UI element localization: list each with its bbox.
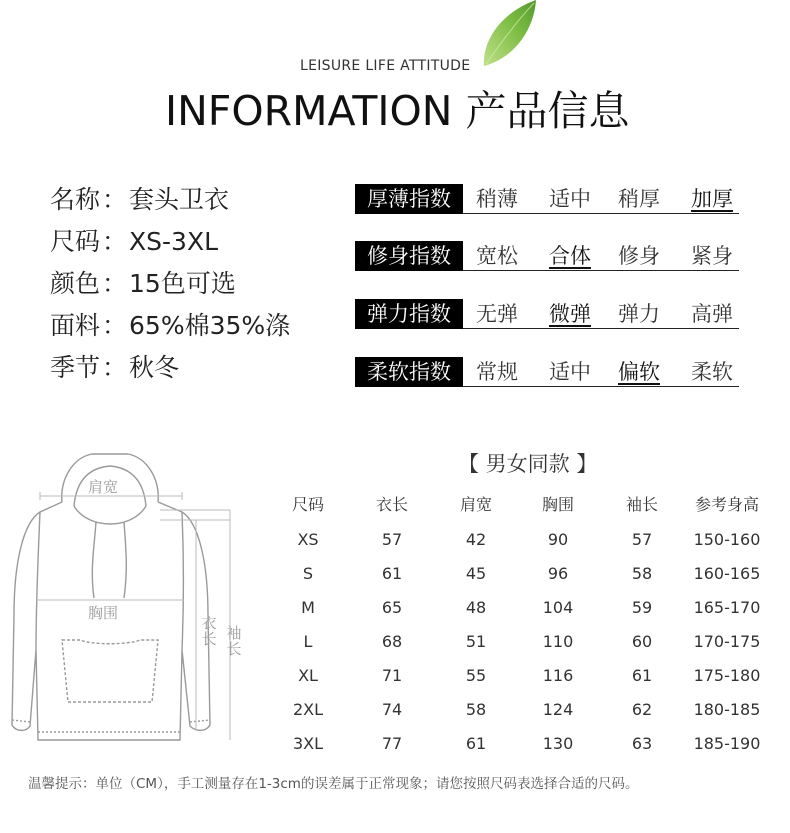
index-option: 适中: [549, 360, 591, 384]
size-table-cell: L: [303, 632, 313, 651]
size-table-cell: 110: [542, 632, 574, 651]
index-row-softness: [355, 357, 739, 391]
index-row-elasticity: [355, 299, 739, 333]
index-option: 修身: [618, 244, 660, 268]
size-table-cell: 68: [381, 632, 403, 651]
index-option: 稍薄: [476, 187, 518, 211]
size-table-cell: 63: [631, 734, 653, 753]
size-table-cell: 71: [381, 666, 403, 685]
index-option: 高弹: [691, 302, 733, 326]
size-table-cell: 65: [381, 598, 403, 617]
info-value: 秋冬: [129, 353, 180, 382]
size-table-cell: 42: [465, 530, 487, 549]
size-table-title: 【 男女同款 】: [458, 452, 598, 476]
info-key: 颜色: [50, 269, 101, 298]
size-table-cell: M: [301, 598, 315, 617]
index-option: 弹力: [618, 302, 660, 326]
info-sep: ：: [102, 227, 128, 256]
info-row-season: [50, 351, 179, 385]
size-table-cell: 48: [465, 598, 487, 617]
info-value: XS-3XL: [129, 227, 219, 256]
index-option: 适中: [549, 187, 591, 211]
size-table-header: 胸围: [541, 495, 574, 514]
size-table-cell: XL: [298, 666, 318, 685]
size-table-cell: 59: [631, 598, 653, 617]
size-table-cell: 74: [381, 700, 403, 719]
page-title: INFORMATION 产品信息: [165, 87, 630, 135]
info-row-fabric: [50, 309, 290, 343]
size-table-cell: 130: [542, 734, 574, 753]
info-value: 套头卫衣: [129, 185, 230, 214]
info-sep: ：: [102, 185, 128, 214]
index-label: 修身指数: [355, 241, 463, 271]
size-table-header: 袖长: [625, 495, 658, 514]
info-key: 名称: [50, 185, 101, 214]
size-table-cell: 58: [631, 564, 653, 583]
index-option: 合体: [549, 244, 591, 268]
size-table-cell: 45: [465, 564, 487, 583]
info-key: 季节: [50, 353, 101, 382]
size-table-cell: 55: [465, 666, 487, 685]
info-key: 尺码: [50, 227, 101, 256]
size-table-cell: 150-160: [693, 530, 761, 549]
size-table-cell: 180-185: [693, 700, 761, 719]
size-table-header: 尺码: [291, 495, 324, 514]
index-option: 柔软: [691, 360, 733, 384]
size-table-cell: S: [302, 564, 314, 583]
index-label: 弹力指数: [355, 299, 463, 329]
size-table-cell: 60: [631, 632, 653, 651]
length-label: 衣长: [201, 614, 217, 648]
size-table-cell: 58: [465, 700, 487, 719]
size-table-cell: 61: [631, 666, 653, 685]
size-table-cell: 57: [381, 530, 403, 549]
size-table-cell: 62: [631, 700, 653, 719]
index-row-fit: [355, 241, 739, 275]
index-option: 常规: [476, 360, 518, 384]
hoodie-measurement-diagram: [0, 440, 270, 770]
size-table-cell: 61: [465, 734, 487, 753]
chest-label: 胸围: [88, 604, 119, 622]
info-sep: ：: [102, 269, 128, 298]
size-table-cell: 96: [547, 564, 569, 583]
index-option: 紧身: [691, 244, 733, 268]
size-table-header: 参考身高: [694, 495, 759, 514]
size-table-cell: 160-165: [693, 564, 761, 583]
info-value: 65%棉35%涤: [129, 311, 291, 340]
size-table-cell: 165-170: [693, 598, 761, 617]
info-row-size: [50, 225, 218, 259]
size-table-cell: 90: [547, 530, 569, 549]
size-table-cell: 170-175: [693, 632, 761, 651]
size-table-cell: 51: [465, 632, 487, 651]
info-sep: ：: [102, 311, 128, 340]
size-table-header: 衣长: [375, 495, 408, 514]
hoodie-outline-icon: [0, 440, 270, 770]
info-key: 面料: [50, 311, 101, 340]
index-option: 微弹: [549, 302, 591, 326]
size-table-cell: 124: [542, 700, 574, 719]
size-table-cell: 2XL: [292, 700, 324, 719]
size-table-cell: 175-180: [693, 666, 761, 685]
size-table-header: 肩宽: [459, 495, 492, 514]
sleeve-length-label: 袖长: [226, 624, 242, 658]
info-sep: ：: [102, 353, 128, 382]
leaf-decoration-icon: [478, 0, 540, 68]
size-table-cell: 61: [381, 564, 403, 583]
index-option: 宽松: [476, 244, 518, 268]
index-label: 柔软指数: [355, 357, 463, 387]
index-option: 偏软: [618, 360, 660, 384]
index-label: 厚薄指数: [355, 184, 463, 214]
header-subtitle: LEISURE LIFE ATTITUDE: [300, 58, 471, 74]
info-value: 15色可选: [129, 269, 236, 298]
index-option: 无弹: [476, 302, 518, 326]
index-row-thickness: [355, 184, 739, 218]
shoulder-width-label: 肩宽: [88, 478, 119, 496]
size-table-cell: 57: [631, 530, 653, 549]
size-table-cell: 116: [542, 666, 574, 685]
size-footnote: 温馨提示：单位（CM），手工测量存在1-3cm的误差属于正常现象；请您按照尺码表选择合适的尺码。: [28, 776, 639, 792]
size-table-cell: 3XL: [292, 734, 324, 753]
index-option: 稍厚: [618, 187, 660, 211]
size-table-cell: 77: [381, 734, 403, 753]
size-table-cell: 104: [542, 598, 574, 617]
info-row-color: [50, 267, 236, 301]
size-table-cell: XS: [297, 530, 319, 549]
info-row-name: [50, 183, 229, 217]
index-option: 加厚: [691, 187, 733, 211]
size-table-cell: 185-190: [693, 734, 761, 753]
